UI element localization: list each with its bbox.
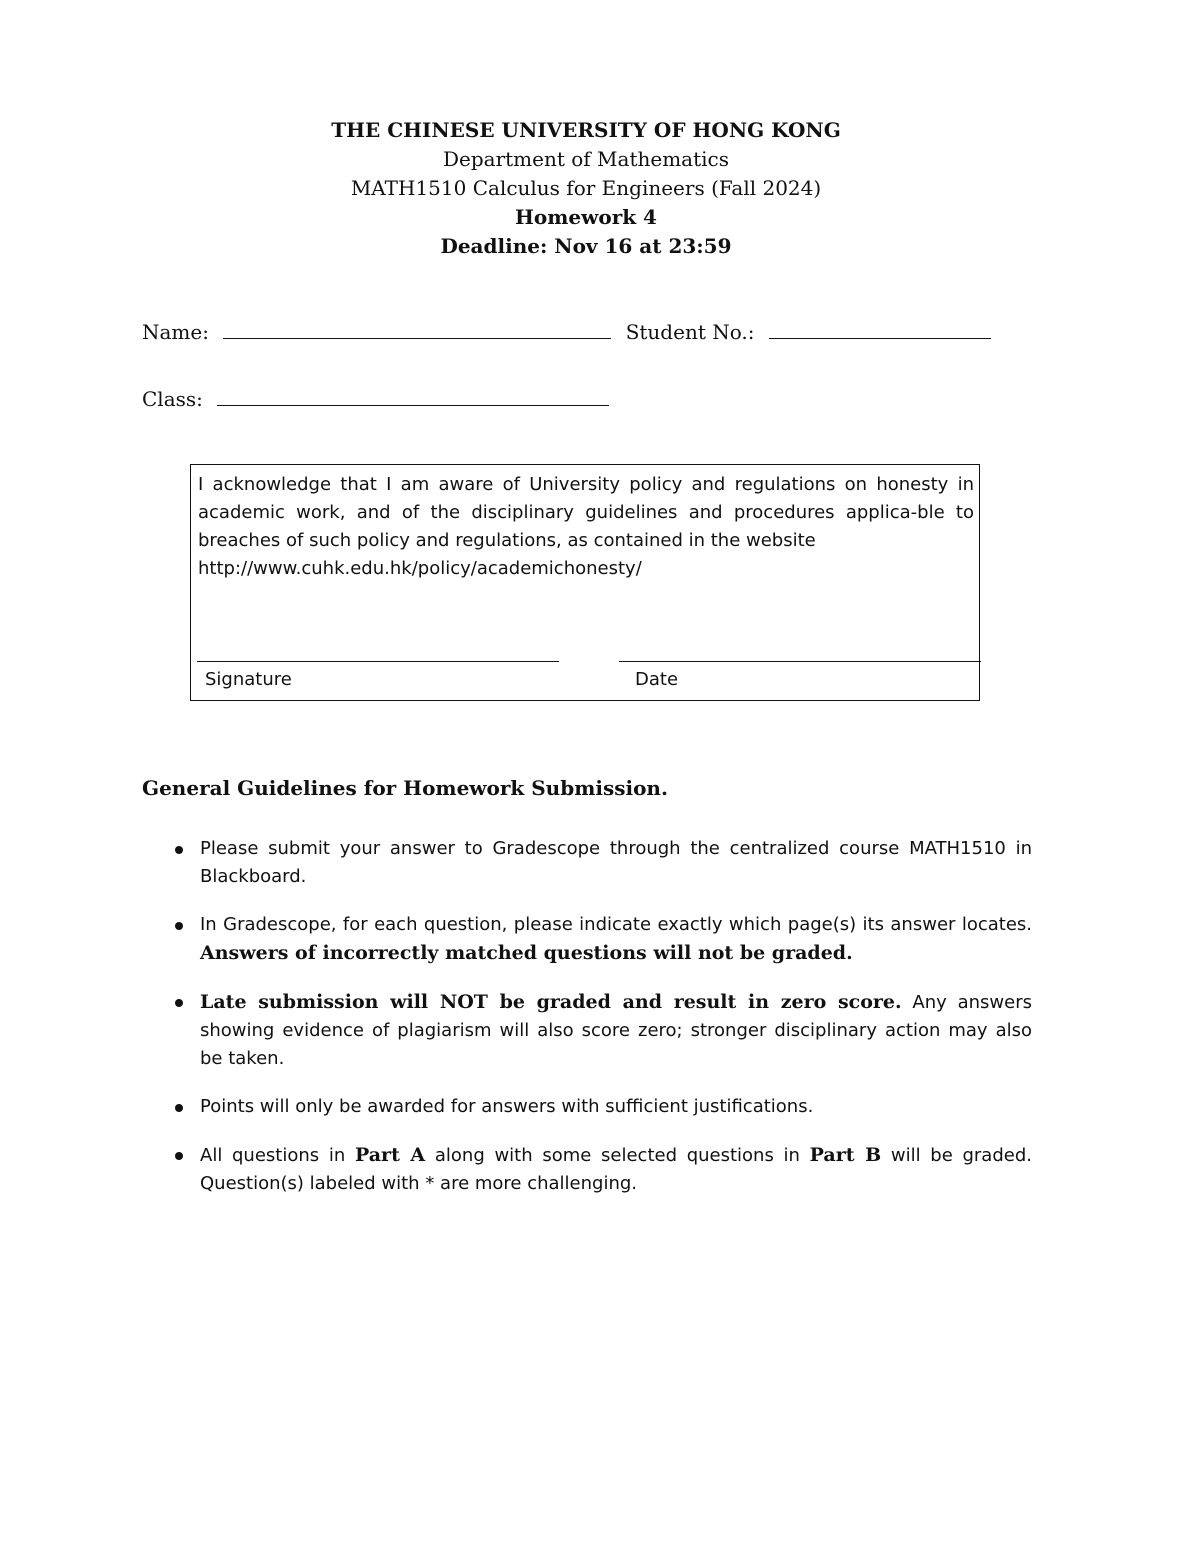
- guidelines-list: [142, 835, 1032, 1218]
- guideline-text: In Gradescope, for each question, please indicate exactly which page(s) its answer locates.: [200, 914, 1032, 935]
- course-title: MATH1510 Calculus for Engineers (Fall 2024): [350, 176, 822, 200]
- guideline-text: Please submit your answer to Gradescope through the centralized course MATH1510 in Blackboard.: [200, 838, 1032, 887]
- signature-label: Signature: [205, 669, 292, 690]
- guideline-emphasis: Answers of incorrectly matched questions will not be graded.: [200, 942, 853, 964]
- deadline: Deadline: Nov 16 at 23:59: [440, 234, 732, 258]
- guideline-text: All questions in: [200, 1145, 346, 1166]
- university-name: THE CHINESE UNIVERSITY OF HONG KONG: [331, 118, 841, 142]
- bullet-icon: [175, 922, 183, 930]
- guideline-text: Points will only be awarded for answers with sufficient justifications.: [200, 1096, 814, 1117]
- date-label: Date: [635, 669, 679, 690]
- bullet-icon: [175, 1104, 183, 1112]
- document-header: [0, 116, 1172, 261]
- student-no-blank[interactable]: [769, 318, 991, 339]
- signature-line[interactable]: [197, 661, 559, 662]
- bullet-icon: [175, 1152, 183, 1160]
- name-blank[interactable]: [223, 318, 611, 339]
- guideline-text: Any answers showing evidence of plagiarism will also score zero; stronger disciplinary action may also be taken.: [200, 992, 1032, 1069]
- guideline-text: along with some selected questions in: [434, 1145, 800, 1166]
- homework-title: Homework 4: [515, 205, 657, 229]
- acknowledgement-statement: I acknowledge that I am aware of University policy and regulations on honesty in academic work, and of the disciplinary guidelines and procedures applica-ble to breaches of such policy and regulations, as contained in the website: [198, 474, 974, 551]
- student-no-label: Student No.:: [625, 320, 755, 344]
- class-label: Class:: [142, 387, 203, 411]
- part-a-label: Part A: [354, 1144, 426, 1166]
- date-line[interactable]: [619, 661, 981, 662]
- list-item: [142, 911, 1032, 968]
- name-label: Name:: [142, 320, 209, 344]
- department-name: Department of Mathematics: [442, 147, 729, 171]
- honesty-policy-link[interactable]: http://www.cuhk.edu.hk/policy/academichonesty/: [198, 558, 642, 579]
- list-item: [142, 835, 1032, 891]
- list-item: [142, 1093, 1032, 1121]
- academic-honesty-box: [190, 464, 980, 701]
- bullet-icon: [175, 999, 183, 1007]
- class-row: [142, 385, 609, 411]
- guideline-emphasis: Late submission will NOT be graded and result in zero score.: [200, 991, 902, 1013]
- acknowledgement-text: [198, 471, 974, 583]
- list-item: [142, 988, 1032, 1073]
- name-student-row: [142, 318, 991, 344]
- part-b-label: Part B: [809, 1144, 882, 1166]
- guidelines-title: General Guidelines for Homework Submission.: [142, 776, 668, 800]
- guideline-text: will be graded. Question(s) labeled with * are more challenging.: [200, 1145, 1032, 1194]
- bullet-icon: [175, 846, 183, 854]
- list-item: [142, 1141, 1032, 1198]
- class-blank[interactable]: [217, 385, 609, 406]
